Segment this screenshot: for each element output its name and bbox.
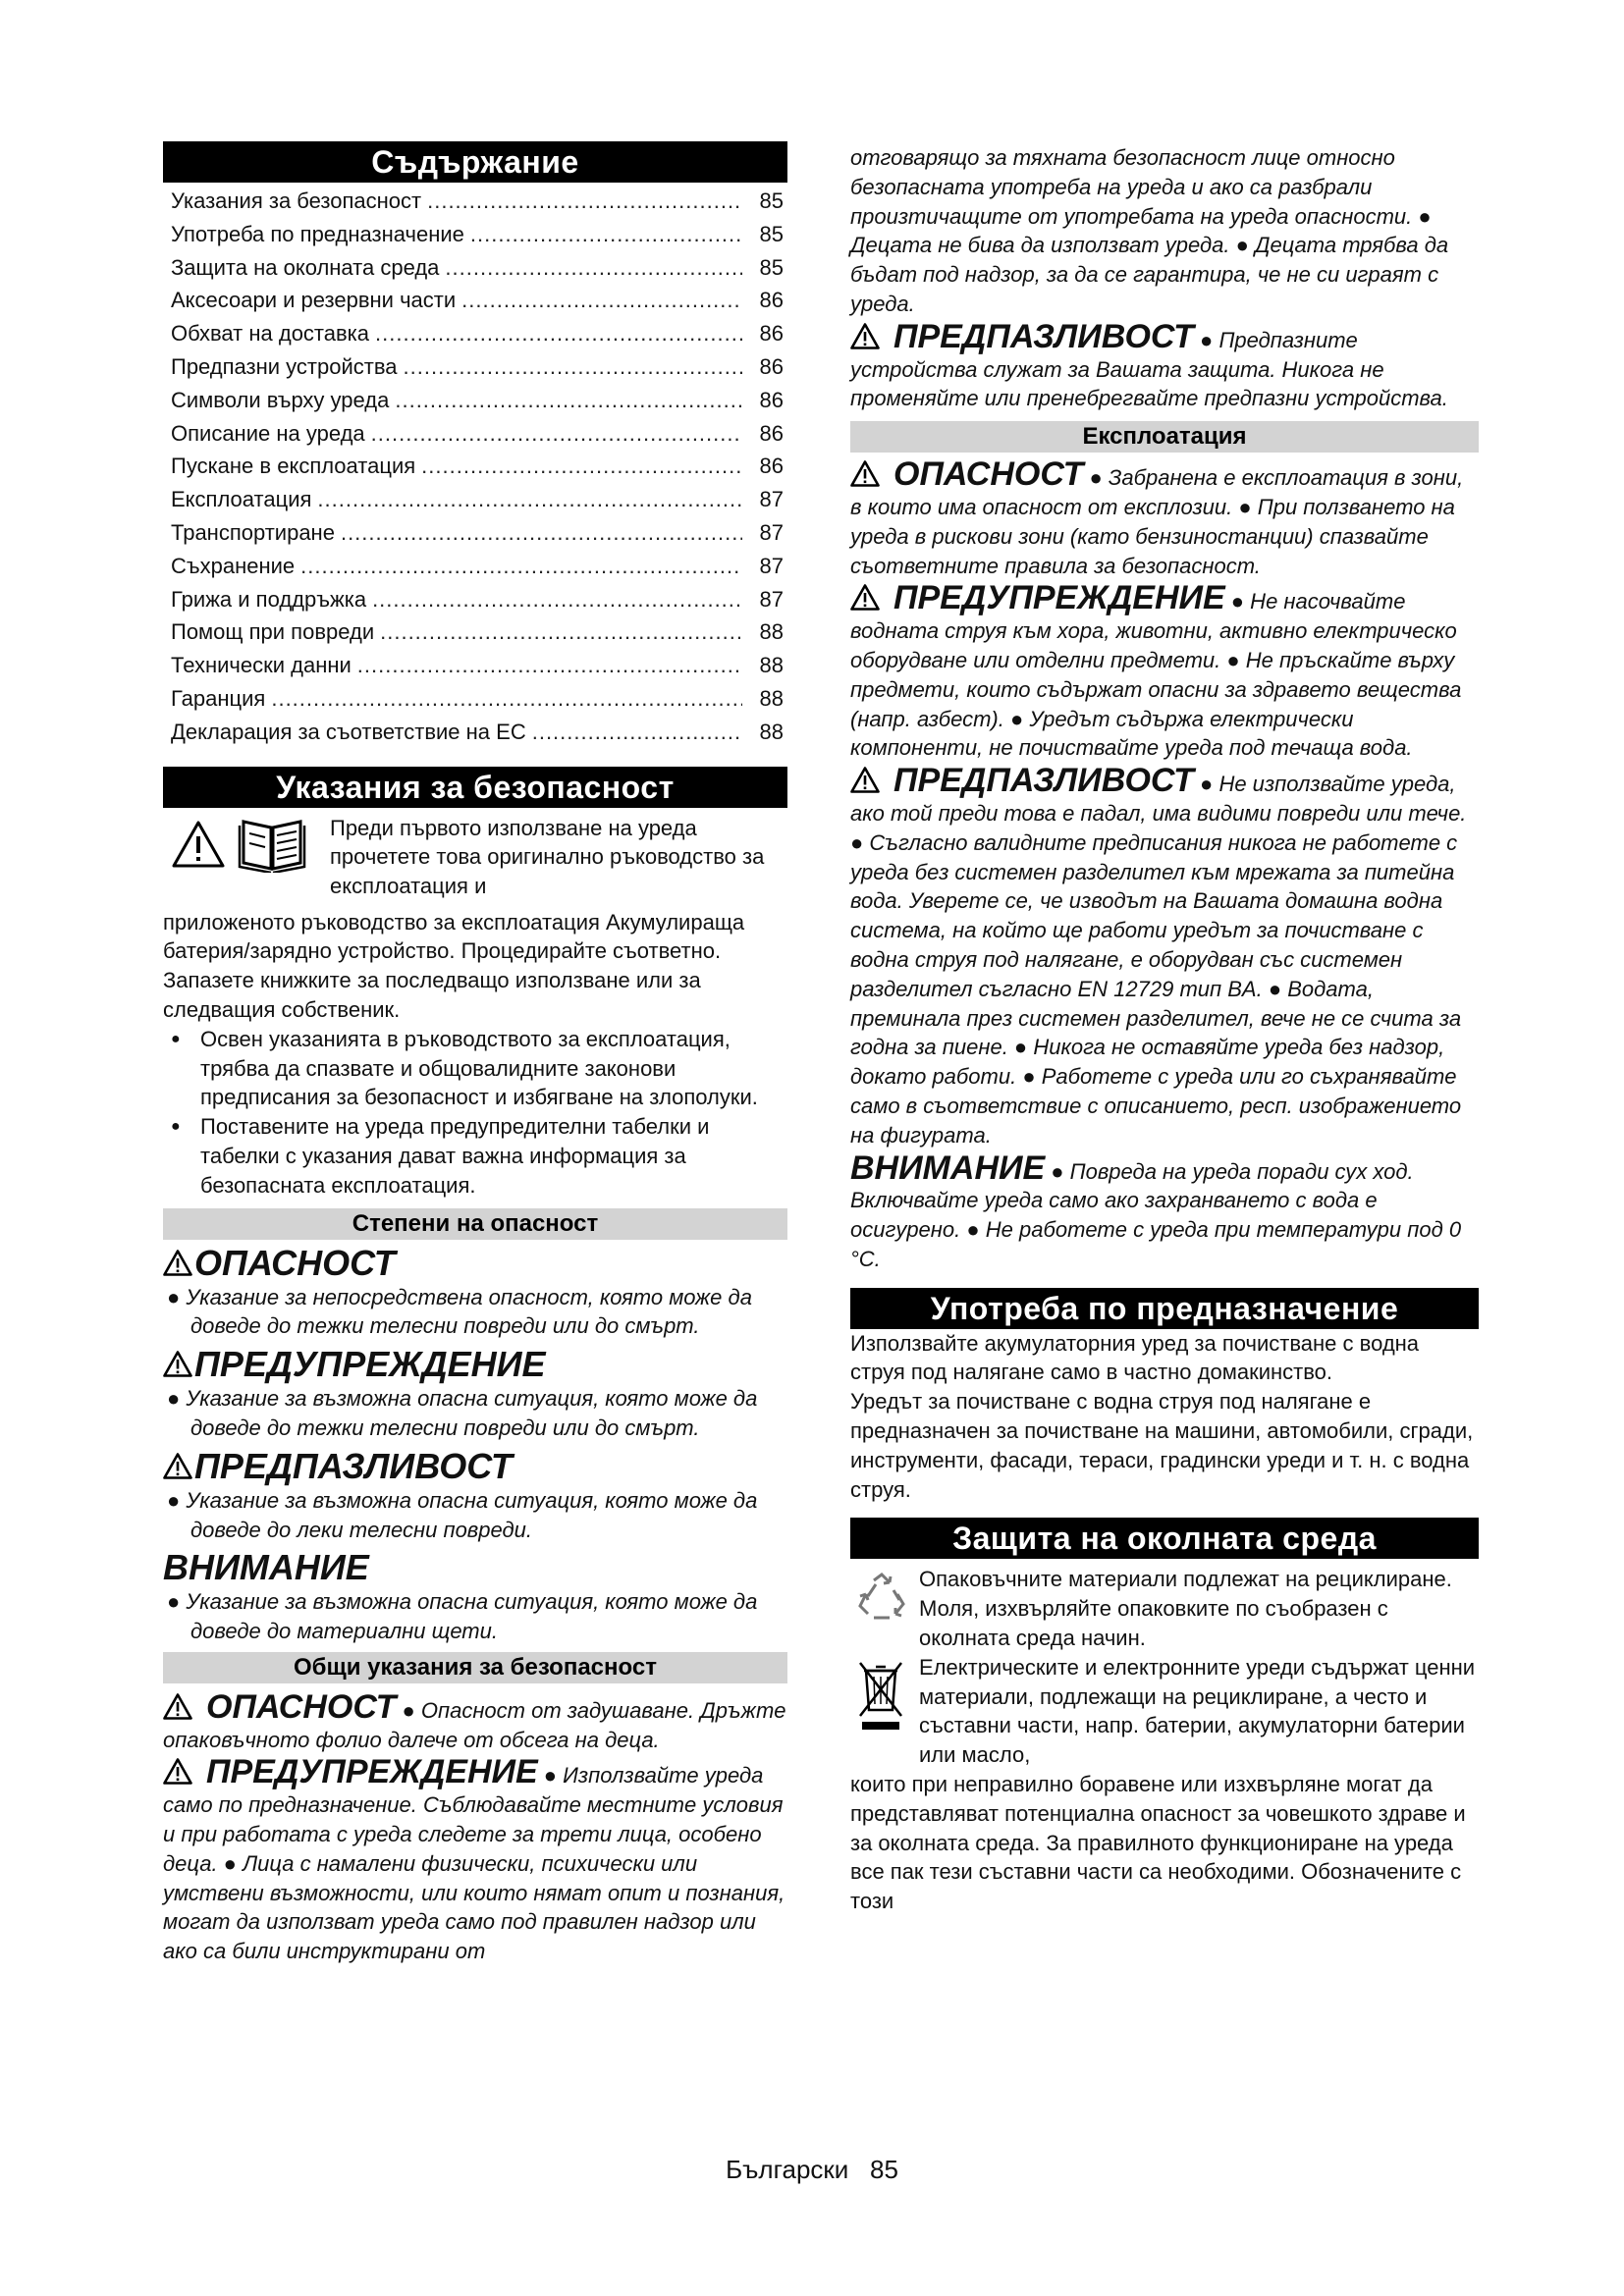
list-item: ● Поставените на уреда предупредителни табелки и табелки с указания дават важна информация за безопасната експлоатация. [163,1112,787,1200]
toc-entry-title: Употреба по предназначение [171,221,464,246]
toc-entry[interactable] [163,388,787,421]
signal-word: ПРЕДПАЗЛИВОСТ [893,317,1194,355]
toc-leader [421,454,742,479]
toc-entry[interactable] [163,554,787,587]
safety-heading: Указания за безопасност [163,767,787,808]
toc-entry-title: Аксесоари и резервни части [171,288,457,313]
toc-leader [357,653,742,678]
toc-entry[interactable] [163,520,787,554]
toc-entry-page: 85 [759,254,784,280]
toc-leader [461,288,742,313]
warning-text: ● Забранена е експлоатация в зони, в които има опасност от експлозии. ● При ползването на уреда в рискови зони (като бензиностанции) спазвайте съответните правила за безопасност. [850,465,1464,578]
signal-word: ВНИМАНИЕ [850,1148,1046,1187]
toc-entry-page: 86 [759,353,784,379]
signal-word: ПРЕДУПРЕЖДЕНИЕ [206,1753,538,1791]
intro-continuation: приложеното ръководство за експлоатация Акумулираща батерия/зарядно устройство. Процедирайте съответно. Запазете книжките за последващо използване или за следващия собственик. [163,909,745,1022]
danger-level-label [163,1244,787,1283]
toc-entry-title: Транспортиране [171,519,335,545]
bullet: ● [167,1284,187,1309]
right-column [850,143,1479,1916]
toc-entry-title: Пускане в експлоатация [171,454,416,479]
toc-leader [380,619,742,645]
crossed-bin-icon [850,1653,919,1770]
toc-leader [470,222,742,247]
danger-level-desc [163,1384,787,1443]
desc-text: Указание за възможна опасна ситуация, която може да доведе до леки телесни повреди. [186,1487,758,1542]
toc-leader [375,321,742,347]
toc-entry[interactable] [163,288,787,321]
toc-entry[interactable] [163,421,787,454]
manual-book-icon [238,816,306,873]
toc-entry[interactable] [163,720,787,753]
toc-entry[interactable] [163,653,787,686]
signal-word: ПРЕДУПРЕЖДЕНИЕ [194,1344,546,1385]
warning-triangle-icon [163,1453,192,1479]
general-caution [850,317,1479,413]
toc-entry[interactable] [163,686,787,720]
toc-entry-title: Грижа и поддръжка [171,586,367,612]
toc-entry-title: Помощ при повреди [171,619,375,645]
warning-triangle-icon [163,1351,192,1377]
intended-use-p2: Уредът за почистване с водна струя под налягане е предназначен за почистване на машини, автомобили, сгради, инструменти, фасади, тераси, градински уреди и т. н. с водна струя. [850,1389,1474,1502]
toc-leader [317,487,742,512]
intended-use-heading: Употреба по предназначение [850,1288,1479,1329]
toc-entry[interactable] [163,487,787,520]
toc-leader [341,520,742,546]
intro-text: Преди първото използване на уреда прочетете това оригинално ръководство за експлоатация и [330,815,765,899]
bullet: ● [167,1487,187,1513]
weee-continuation: които при неправилно боравене или изхвърляне могат да представляват потенциална опасност за човешкото здраве и за околната среда. За правилното функциониране на уреда все пак тези съставни части са необходими. Обозначените с този [850,1772,1466,1914]
list-item: ● Освен указанията в ръководството за експлоатация, трябва да спазвате и общовалидните законови предписания за безопасност и избягване на злополуки. [163,1025,787,1112]
toc-leader [371,421,742,447]
weee-text: Електрическите и електронните уреди съдържат ценни материали, подлежащи на рециклиране, а често и съставни части, напр. батерии, акумулаторни батерии или масло, [919,1654,1476,1768]
toc-entry-page: 88 [759,653,784,678]
toc-leader [372,587,742,613]
signal-word: ПРЕДУПРЕЖДЕНИЕ [893,579,1225,617]
intended-use-p1: Използвайте акумулаторния уред за почистване с водна струя под налягане само в частно домакинство. [850,1330,1420,1385]
danger-levels-heading: Степени на опасност [163,1208,787,1240]
toc-entry[interactable] [163,255,787,289]
toc-entry[interactable] [163,222,787,255]
toc-entry-page: 87 [759,586,784,612]
table-of-contents [163,188,787,753]
danger-level-desc [163,1587,787,1646]
operation-caution [850,762,1479,1149]
danger-level-label [163,1447,787,1486]
toc-leader [532,720,742,745]
toc-leader [445,255,742,281]
toc-entry-page: 88 [759,619,784,645]
toc-entry-title: Указания за безопасност [171,188,422,213]
toc-entry[interactable] [163,188,787,222]
toc-entry-title: Обхват на доставка [171,321,370,347]
operation-notice [850,1148,1479,1274]
recycle-text: Опаковъчните материали подлежат на рециклиране. Моля, изхвърляйте опаковките по съобразен с околната среда начин. [919,1567,1452,1651]
page-footer [0,2155,1624,2185]
left-column [163,141,787,1966]
warning-text: ● Не насочвайте водната струя към хора, животни, активно електрическо оборудване или отделни предмети. ● Не пръскайте върху предмети, които съдържат опасни за здравето вещества (напр. азбест). ● Уредът съдържа електрически компоненти, не почиствайте уреда под течаща вода. [850,589,1462,761]
toc-leader [395,388,742,413]
toc-entry-page: 85 [759,221,784,246]
warning-text: ● Опасност от задушаване. Дръжте опаковъчното фолио далече от обсега на деца. [163,1697,786,1752]
warning-triangle-icon [850,323,880,349]
toc-entry-page: 88 [759,685,784,711]
page-number: 85 [869,2155,898,2184]
operation-danger [850,455,1479,580]
toc-entry[interactable] [163,321,787,354]
general-continuation: отговарящо за тяхната безопасност лице относно безопасната употреба на уреда и ако са разбрали произтичащите от употребата на уреда опасности. ● Децата не бива да използват уреда. ● Децата трябва да бъдат под надзор, за да се гарантира, че не си играят с уреда. [850,145,1449,316]
toc-entry-title: Гаранция [171,685,266,711]
toc-entry-page: 85 [759,188,784,213]
operation-heading: Експлоатация [850,421,1479,453]
warning-text: ● Използвайте уреда само по предназначение. Съблюдавайте местните условия и при работата с уреда следете за трети лица, особено деца. ● Лица с намалени физически, психически или умствени възможности, или които нямат опит и познания, могат да използват уреда само под правилен надзор или ако са били инструктирани от [163,1763,785,1964]
environment-heading: Защита на околната среда [850,1518,1479,1559]
toc-entry-title: Съхранение [171,553,296,578]
intro-icons [163,814,330,908]
toc-entry-page: 88 [759,719,784,744]
toc-entry-title: Описание на уреда [171,420,365,446]
desc-text: Указание за възможна опасна ситуация, която може да доведе до материални щети. [186,1589,758,1644]
signal-word: ВНИМАНИЕ [163,1547,369,1588]
toc-leader [271,686,742,712]
toc-entry-page: 87 [759,519,784,545]
toc-entry-page: 86 [759,454,784,479]
general-warning [163,1753,787,1966]
general-heading: Общи указания за безопасност [163,1652,787,1683]
weee-row [850,1653,1479,1770]
danger-level-label [163,1548,787,1587]
toc-entry-page: 86 [759,321,784,347]
toc-entry-page: 86 [759,387,784,412]
warning-triangle-icon [163,1758,192,1785]
desc-text: Указание за възможна опасна ситуация, която може да доведе до тежки телесни повреди или до смърт. [186,1386,758,1440]
toc-leader [427,188,742,214]
toc-entry-page: 87 [759,553,784,578]
toc-entry-title: Защита на околната среда [171,254,440,280]
warning-triangle-icon [850,584,880,611]
warning-text: ● Не използвайте уреда, ако той преди това е падал, има видими повреди или тече. ● Съгласно валидните предписания никога не работете с уреда без системен разделител към мрежата за питейна вода. Уверете се, че изводът на Вашата домашна водна система, на който ще работи уредът за почистване с водна струя под налягане, е оборудван със системен разделител съгласно EN 12729 тип BA. ● Водата, преминала през системен разделител, вече не се счита за годна за пиене. ● Никога не оставяйте уреда без надзор, докато работи. ● Работете с уреда или го съхранявайте само в съответствие с описанието, респ. изображението на фигурата. [850,772,1467,1148]
toc-entry-page: 86 [759,420,784,446]
toc-entry[interactable] [163,587,787,620]
footer-language: Български [726,2155,849,2184]
safety-intro [163,814,787,908]
warning-text: ● Предпазните устройства служат за Вашата защита. Никога не променяйте или пренебрегвайте предпазни устройства. [850,327,1448,411]
toc-entry[interactable] [163,454,787,487]
toc-entry-title: Декларация за съответствие на ЕС [171,719,526,744]
danger-levels-list [163,1244,787,1646]
danger-level-desc [163,1486,787,1545]
toc-entry[interactable] [163,619,787,653]
toc-entry[interactable] [163,354,787,388]
toc-entry-title: Технически данни [171,653,352,678]
recycle-icon [850,1565,919,1652]
toc-entry-title: Експлоатация [171,487,312,512]
warning-triangle-icon [850,767,880,793]
toc-entry-page: 87 [759,487,784,512]
signal-word: ОПАСНОСТ [893,455,1084,494]
toc-entry-title: Символи върху уреда [171,387,390,412]
signal-word: ОПАСНОСТ [206,1687,397,1726]
recycle-row [850,1565,1479,1652]
bullet: ● [167,1386,187,1412]
bullet: ● [167,1589,187,1615]
toc-heading: Съдържание [163,141,787,183]
desc-text: Указание за непосредствена опасност, която може да доведе до тежки телесни повреди или до смърт. [186,1284,752,1339]
warning-triangle-icon [850,460,880,487]
signal-word: ПРЕДПАЗЛИВОСТ [893,762,1194,800]
toc-leader [404,354,742,380]
general-danger [163,1687,787,1755]
signal-word: ОПАСНОСТ [194,1242,396,1283]
toc-leader [300,554,742,579]
signal-word: ПРЕДПАЗЛИВОСТ [194,1445,513,1486]
warning-text: ● Повреда на уреда поради сух ход. Включвайте уреда само ако захранването с вода е осигурено. ● Не работете с уреда при температури под 0 °C. [850,1158,1462,1271]
warning-triangle-icon [163,1250,192,1276]
operation-warning [850,579,1479,763]
warning-triangle-icon [163,1693,192,1720]
toc-entry-page: 86 [759,288,784,313]
danger-level-desc [163,1283,787,1342]
toc-entry-title: Предпазни устройства [171,353,398,379]
safety-bullets [163,1025,787,1201]
danger-level-label [163,1345,787,1384]
warning-triangle-icon [171,820,226,869]
